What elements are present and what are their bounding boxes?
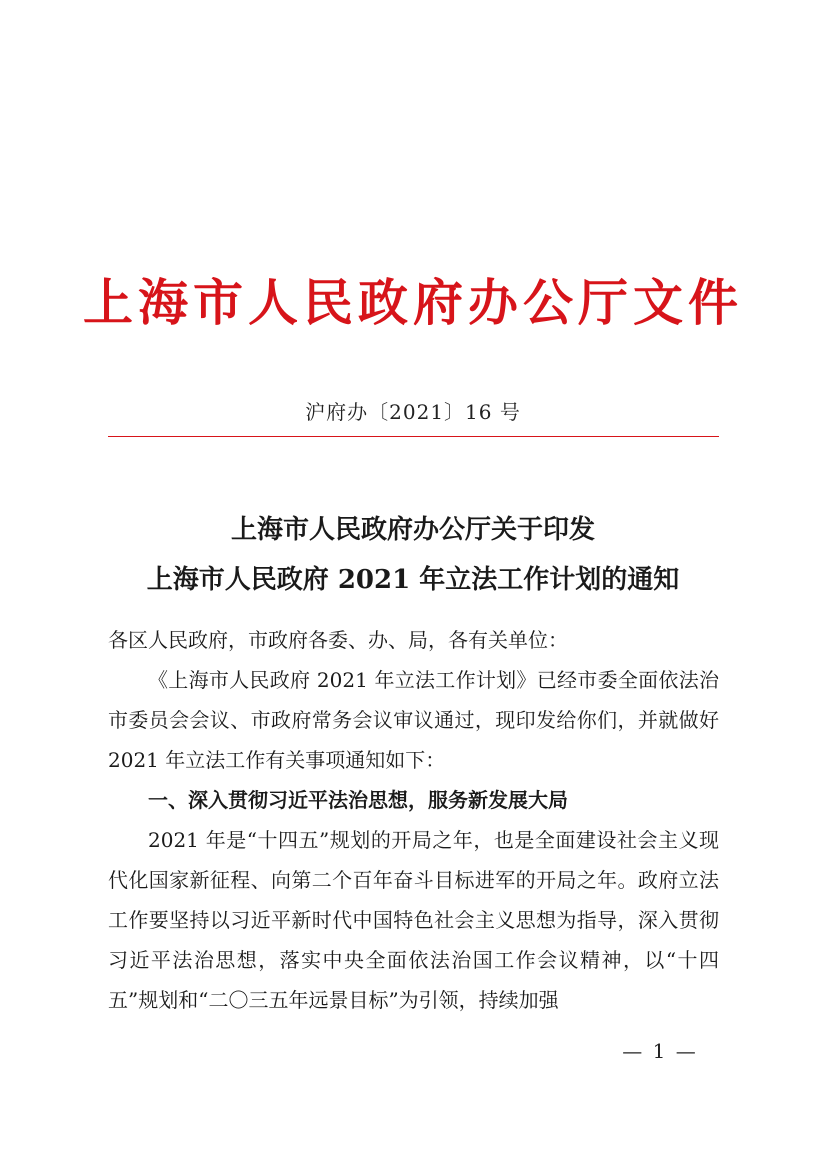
- document-title: [0, 505, 826, 605]
- document-body: [108, 620, 719, 1020]
- title-line-1: 上海市人民政府办公厅关于印发: [230, 515, 595, 545]
- document-masthead: 上海市人民政府办公厅文件: [83, 273, 743, 332]
- paragraph-intro: 《上海市人民政府 2021 年立法工作计划》已经市委全面依法治市委员会会议、市政府常务会议审议通过，现印发给你们，并就做好 2021 年立法工作有关事项通知如下：: [108, 668, 719, 772]
- page-number: — 1 —: [622, 1039, 698, 1063]
- paragraph-section-1: 2021 年是“十四五”规划的开局之年，也是全面建设社会主义现代化国家新征程、向第二个百年奋斗目标进军的开局之年。政府立法工作要坚持以习近平新时代中国特色社会主义思想为指导，深入贯彻习近平法治思想，落实中央全面依法治国工作会议精神，以“十四五”规划和“二〇三五年远景目标”为引领，持续加强: [108, 828, 719, 1012]
- document-number: 沪府办〔2021〕16 号: [305, 400, 521, 424]
- section-heading-1: 一、深入贯彻习近平法治思想，服务新发展大局: [148, 788, 568, 812]
- red-divider-line: [108, 436, 719, 437]
- title-line-2: 上海市人民政府 2021 年立法工作计划的通知: [146, 565, 680, 595]
- salutation: 各区人民政府，市政府各委、办、局，各有关单位：: [108, 628, 568, 652]
